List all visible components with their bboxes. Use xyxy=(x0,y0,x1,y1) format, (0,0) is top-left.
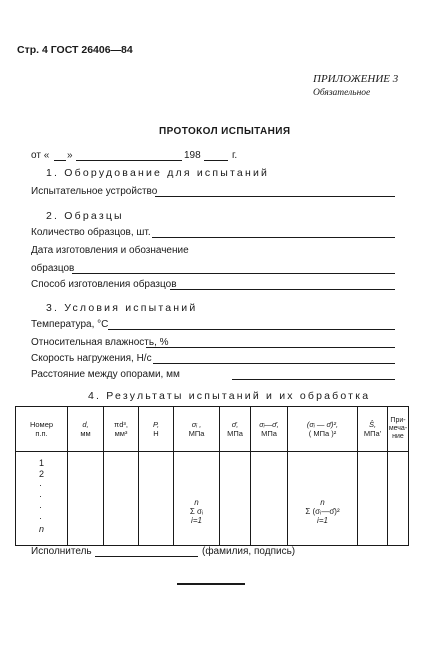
signature-note: (фамилия, подпись) xyxy=(202,546,296,557)
field-line-samples[interactable] xyxy=(72,273,395,274)
protocol-title: ПРОТОКОЛ ИСПЫТАНИЯ xyxy=(159,126,291,137)
row-number: 2 xyxy=(39,469,45,479)
field-line-equipment[interactable] xyxy=(155,196,395,197)
sum-lower-limit: i=1 xyxy=(191,516,202,525)
sum-sq-expression: Σ (σᵢ—σ̄)² xyxy=(305,507,340,516)
date-year-line xyxy=(204,160,228,161)
table-header-row xyxy=(16,407,409,452)
cell-row-numbers xyxy=(16,452,68,546)
cell-sigma-mean[interactable] xyxy=(220,452,251,546)
end-rule xyxy=(177,583,245,585)
col-header-deviation: σᵢ—σ̄, МПа xyxy=(251,407,288,452)
cell-pid3[interactable] xyxy=(104,452,139,546)
date-year: 198 xyxy=(184,150,201,161)
field-label-equipment: Испытательное устройство xyxy=(31,186,158,197)
col-header-sigma-i: σᵢ , МПа xyxy=(174,407,220,452)
date-month-line xyxy=(76,160,182,161)
field-label-method: Способ изготовления образцов xyxy=(31,279,177,290)
col-header-d: d, мм xyxy=(68,407,104,452)
section-conditions-heading: 3. Условия испытаний xyxy=(46,302,198,314)
row-number: · xyxy=(39,513,42,523)
cell-deviation[interactable] xyxy=(251,452,288,546)
signature-label: Исполнитель xyxy=(31,546,92,557)
date-prefix: от « xyxy=(31,150,50,161)
sum-sigma-expression: Σ σᵢ xyxy=(189,507,204,516)
field-label-load-rate: Скорость нагружения, Н/с xyxy=(31,353,152,364)
field-line-method[interactable] xyxy=(170,289,395,290)
col-header-p: P, Н xyxy=(139,407,174,452)
col-header-pid3: πd³, мм³ xyxy=(104,407,139,452)
results-table xyxy=(15,406,409,546)
signature-line[interactable] xyxy=(95,556,198,557)
sum-sq-upper-limit: n xyxy=(320,498,325,507)
col-header-sigma-mean: σ̄, МПа xyxy=(220,407,251,452)
row-number: · xyxy=(39,502,42,512)
section-results-heading: 4. Результаты испытаний и их обработка xyxy=(88,390,371,402)
field-line-humidity[interactable] xyxy=(146,347,395,348)
field-label-temperature: Температура, °С xyxy=(31,319,109,330)
field-label-sample-count: Количество образцов, шт. xyxy=(31,227,151,238)
field-label-support-span: Расстояние между опорами, мм xyxy=(31,369,180,380)
field-line-temperature[interactable] xyxy=(108,329,395,330)
col-header-number: Номер п.п. xyxy=(16,407,68,452)
section-equipment-heading: 1. Оборудование для испытаний xyxy=(46,167,270,179)
row-number: · xyxy=(39,491,42,501)
cell-note[interactable] xyxy=(388,452,409,546)
field-line-sample-count[interactable] xyxy=(152,237,395,238)
field-label-humidity: Относительная влажность, % xyxy=(31,337,169,348)
cell-sigma-i[interactable] xyxy=(174,452,220,546)
row-number: · xyxy=(39,480,42,490)
appendix-subtitle: Обязательное xyxy=(313,88,371,98)
page-header: Стр. 4 ГОСТ 26406—84 xyxy=(17,44,133,56)
field-line-support-span[interactable] xyxy=(232,379,395,380)
cell-p[interactable] xyxy=(139,452,174,546)
cell-d[interactable] xyxy=(68,452,104,546)
date-g: г. xyxy=(232,150,238,161)
field-line-load-rate[interactable] xyxy=(153,363,395,364)
field-label-samples: образцов xyxy=(31,263,75,274)
col-header-deviation-sq: (σᵢ — σ̄)², ( МПа )² xyxy=(288,407,358,452)
sum-sq-lower-limit: i=1 xyxy=(317,516,328,525)
col-header-s: Ŝ, МПа' xyxy=(358,407,388,452)
appendix-title: ПРИЛОЖЕНИЕ 3 xyxy=(313,73,399,85)
col-header-note: При- меча- ние xyxy=(388,407,409,452)
section-samples-heading: 2. Образцы xyxy=(46,210,124,222)
row-number: n xyxy=(39,524,45,534)
date-quote: » xyxy=(67,150,73,161)
cell-s[interactable] xyxy=(358,452,388,546)
field-label-manufacture-date: Дата изготовления и обозначение xyxy=(31,245,189,256)
cell-deviation-sq[interactable] xyxy=(288,452,358,546)
table-row xyxy=(16,452,409,546)
date-day-line xyxy=(54,160,66,161)
row-number: 1 xyxy=(39,458,45,468)
sum-upper-limit: n xyxy=(194,498,199,507)
